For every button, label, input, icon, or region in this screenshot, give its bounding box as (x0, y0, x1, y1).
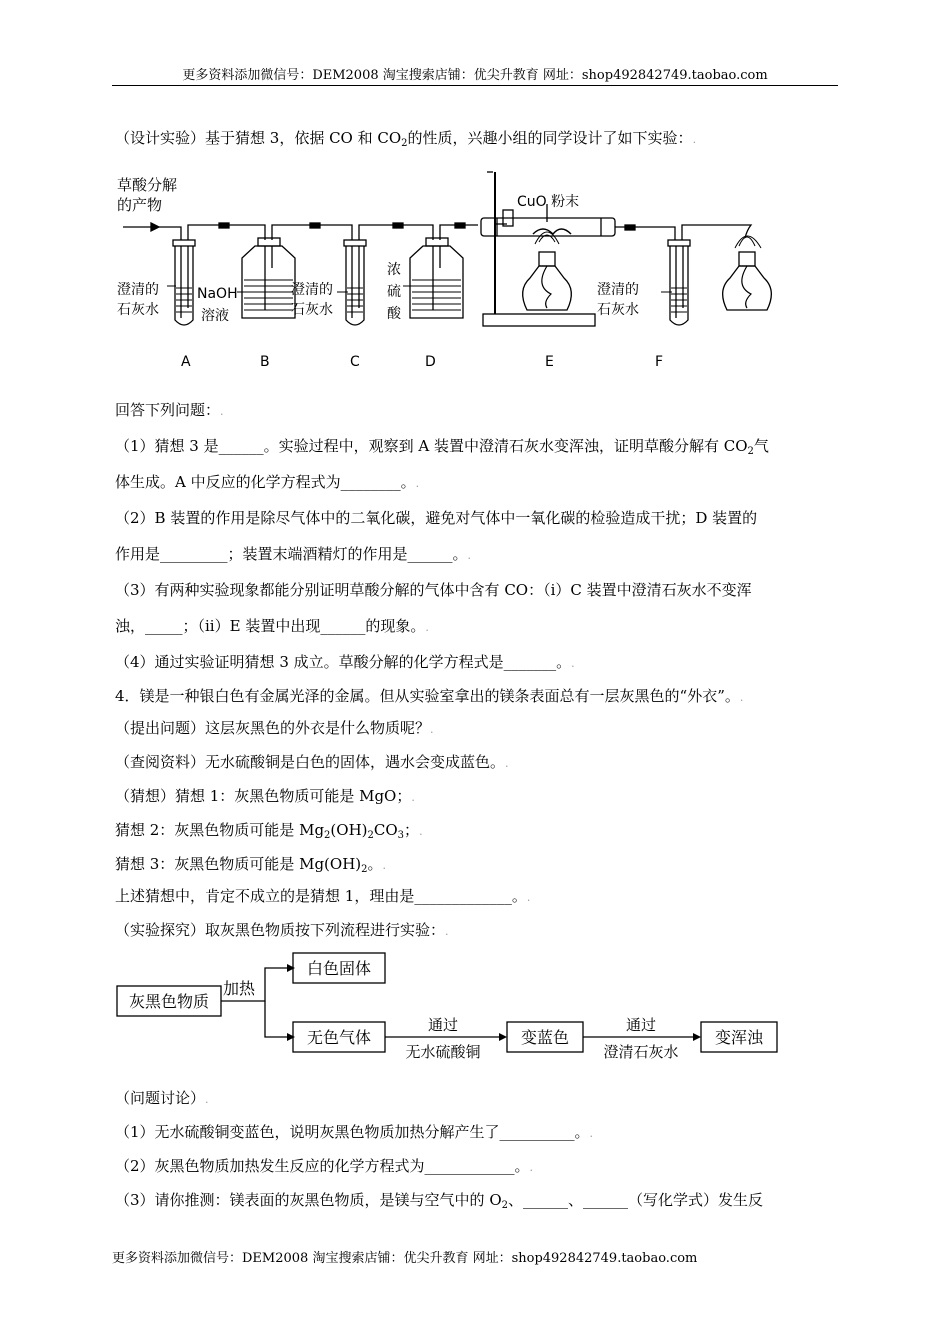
flow-start-label: 灰黑色物质 (128, 992, 210, 1011)
letter-b: B (260, 354, 270, 370)
letter-f: F (655, 354, 664, 370)
cuo-label: CuO 粉末 (517, 194, 580, 210)
a-label-1: 澄清的 (117, 282, 159, 298)
discussion-title: （问题讨论）. (115, 1089, 209, 1107)
q4-line-5: 猜想 2：灰黑色物质可能是 $Mg_2(OH)_2CO_3$；. (115, 821, 423, 841)
q3-line-2: 体生成。A 中反应的化学方程式为________。. (115, 473, 420, 491)
flow-white-solid-label: 白色固体 (306, 959, 372, 978)
q3-line-6: 浊，_____；（ii）E 装置中出现______的现象。. (115, 617, 429, 635)
flow-via2-top: 通过 (625, 1016, 657, 1034)
source-label-1: 草酸分解 (117, 176, 178, 194)
discussion-q1: （1）无水硫酸铜变蓝色，说明灰黑色物质加热分解产生了__________。. (115, 1123, 594, 1141)
q3-line-1: （1）猜想 3 是______。实验过程中，观察到 A 装置中澄清石灰水变浑浊，证明草酸分解有 $CO_2$气 (115, 437, 769, 457)
q4-line-6: 猜想 3：灰黑色物质可能是 $Mg(OH)_2$。. (115, 855, 387, 875)
b-label-1: NaOH (197, 286, 238, 302)
q4-line-1: 4．镁是一种银白色有金属光泽的金属。但从实验室拿出的镁条表面总有一层灰黑色的“外衣”。. (115, 687, 744, 705)
q4-line-8: （实验探究）取灰黑色物质按下列流程进行实验：. (115, 921, 449, 939)
letter-d: D (425, 354, 436, 370)
source-label-2: 的产物 (117, 196, 163, 214)
q3-line-5: （3）有两种实验现象都能分别证明草酸分解的气体中含有 CO：（i）C 装置中澄清石灰水不变浑 (115, 581, 752, 599)
apparatus-diagram (115, 168, 795, 378)
q4-line-3: （查阅资料）无水硫酸铜是白色的固体，遇水会变成蓝色。. (115, 753, 509, 771)
d-label-2: 硫 (387, 284, 401, 300)
a-label-2: 石灰水 (117, 302, 159, 318)
flow-via1-top: 通过 (427, 1016, 459, 1034)
b-label-2: 溶液 (201, 308, 229, 324)
flow-gas-label: 无色气体 (306, 1028, 372, 1047)
flow-via1-bottom: 无水硫酸铜 (405, 1043, 481, 1061)
flow-via2-bottom: 澄清石灰水 (603, 1043, 679, 1061)
discussion-q2: （2）灰黑色物质加热发生反应的化学方程式为____________。. (115, 1157, 534, 1175)
page-header: 更多资料添加微信号：DEM2008 淘宝搜索店铺：优尖升教育 网址：shop492842749.taobao.com (182, 68, 768, 83)
q3-line-4: 作用是_________；装置末端酒精灯的作用是______。. (115, 545, 472, 563)
page-footer: 更多资料添加微信号：DEM2008 淘宝搜索店铺：优尖升教育 网址：shop492842749.taobao.com (112, 1251, 698, 1266)
c-label-1: 澄清的 (291, 282, 333, 298)
flow-chart (115, 948, 785, 1063)
q4-line-4: （猜想）猜想 1：灰黑色物质可能是 MgO；. (115, 787, 415, 805)
q3-line-3: （2）B 装置的作用是除尽气体中的二氧化碳，避免对气体中一氧化碳的检验造成干扰；D 装置的 (115, 509, 758, 527)
q4-line-2: （提出问题）这层灰黑色的外衣是什么物质呢？. (115, 719, 434, 737)
q4-line-7: 上述猜想中，肯定不成立的是猜想 1，理由是_____________。. (115, 887, 531, 905)
letter-c: C (350, 354, 360, 370)
design-intro: （设计实验）基于猜想 3，依据 CO 和 $CO_2$的性质，兴趣小组的同学设计了如下实验：. (115, 129, 697, 149)
letter-e: E (545, 354, 554, 370)
letter-a: A (181, 354, 191, 370)
flow-turbid-label: 变浑浊 (714, 1028, 764, 1047)
flow-heat-label: 加热 (223, 979, 256, 998)
q3-line-7: （4）通过实验证明猜想 3 成立。草酸分解的化学方程式是_______。. (115, 653, 575, 671)
f-label-1: 澄清的 (597, 282, 639, 298)
c-label-2: 石灰水 (291, 302, 333, 318)
f-label-2: 石灰水 (597, 302, 639, 318)
q3-intro: 回答下列问题：. (115, 401, 224, 419)
header-rule (112, 85, 838, 86)
discussion-q3: （3）请你推测：镁表面的灰黑色物质，是镁与空气中的 $O_2$、______、______（写化学式）发生反 (115, 1191, 764, 1211)
flow-blue-label: 变蓝色 (520, 1028, 570, 1047)
d-label-3: 酸 (387, 306, 401, 322)
d-label-1: 浓 (387, 262, 401, 278)
